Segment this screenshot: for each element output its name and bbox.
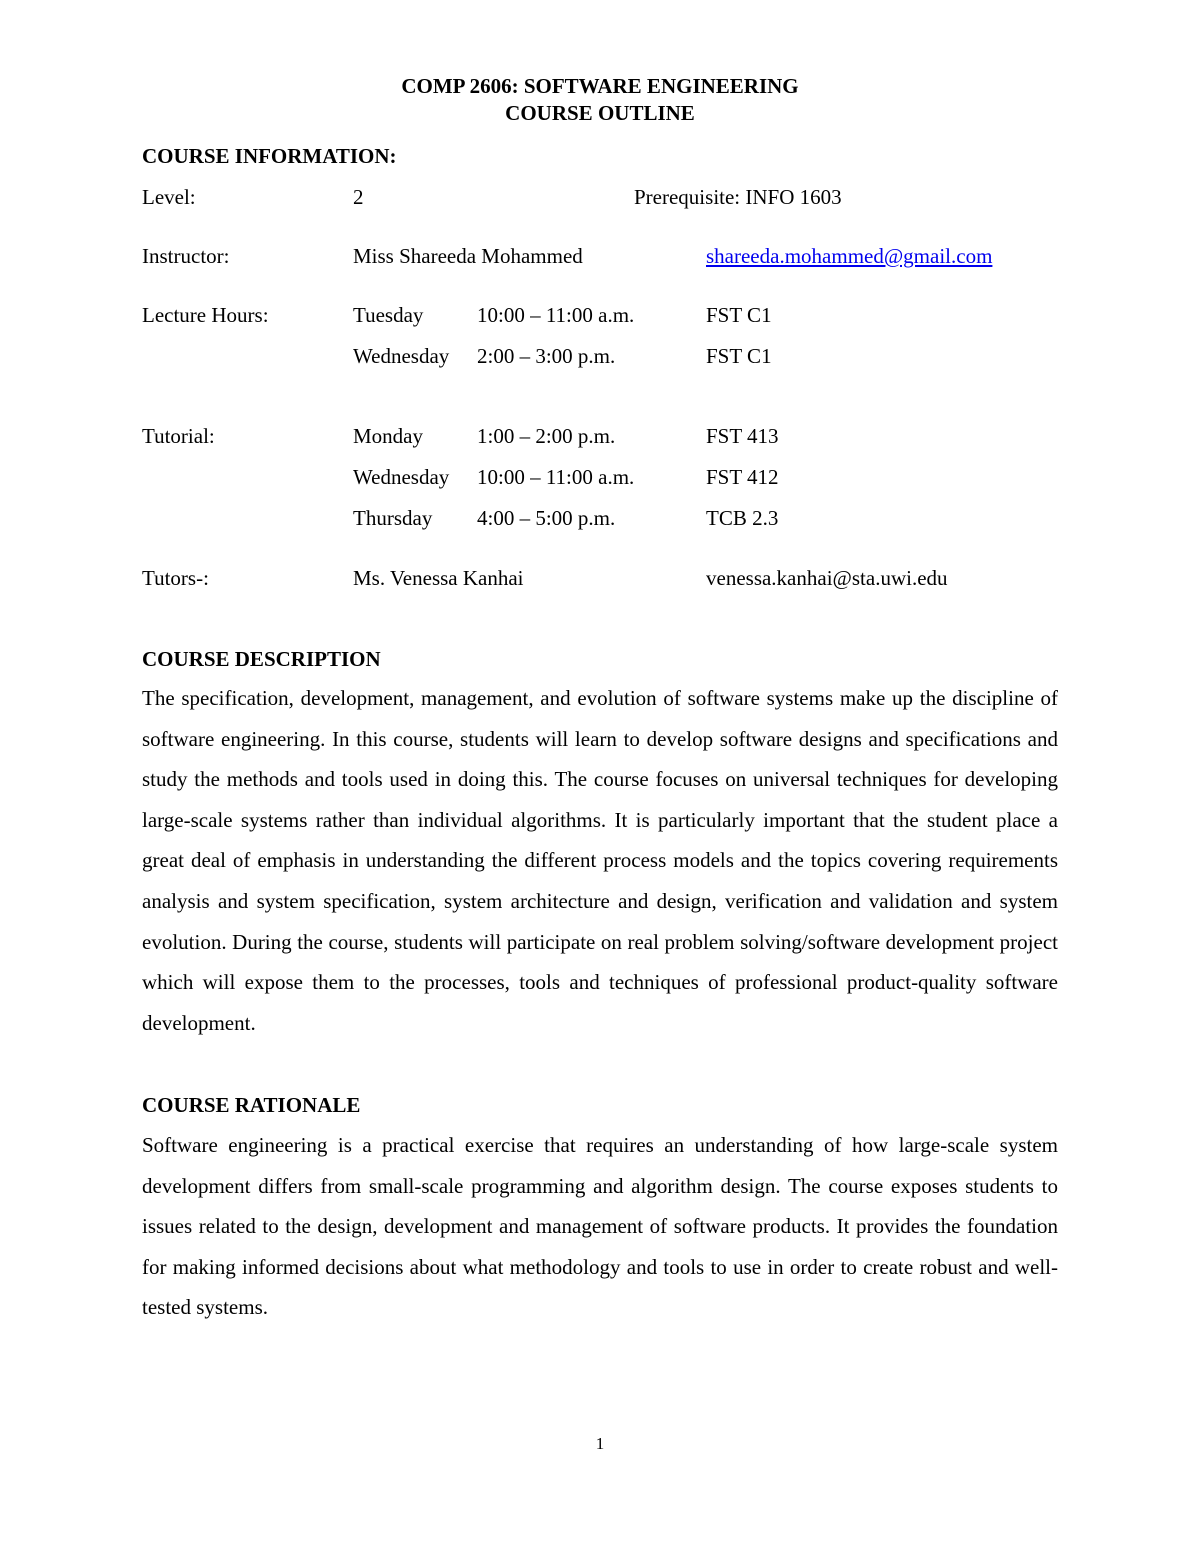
course-description-heading: COURSE DESCRIPTION	[142, 647, 381, 671]
tutorial-room: FST 413	[706, 424, 779, 448]
tutors-label: Tutors-:	[142, 566, 209, 590]
lecture-room: FST C1	[706, 344, 772, 368]
level-label: Level:	[142, 185, 196, 209]
tutorial-room: FST 412	[706, 465, 779, 489]
prerequisite: Prerequisite: INFO 1603	[634, 185, 842, 209]
course-rationale-text: Software engineering is a practical exercise that requires an understanding of how large-scale system development differs from small-scale programming and algorithm design. The course exposes students to issues related to the design, development and management of software products. It provides the foundation for making informed decisions about what methodology and tools to use in order to create robust and well-tested systems.	[142, 1133, 1058, 1320]
tutorial-time: 10:00 – 11:00 a.m.	[477, 465, 635, 489]
instructor-email-link[interactable]: shareeda.mohammed@gmail.com	[706, 244, 993, 268]
instructor-name: Miss Shareeda Mohammed	[353, 244, 583, 268]
lecture-time: 10:00 – 11:00 a.m.	[477, 303, 635, 327]
course-description-text: The specification, development, management, and evolution of software systems make up the discipline of software engineering. In this course, students will learn to develop software designs and specifications and study the methods and tools used in doing this. The course focuses on universal techniques for developing large-scale systems rather than individual algorithms. It is particularly important that the student place a great deal of emphasis in understanding the different process models and the topics covering requirements analysis and system specification, system architecture and design, verification and validation and system evolution. During the course, students will participate on real problem solving/software development project which will expose them to the processes, tools and techniques of professional product-quality software development.	[142, 686, 1058, 1035]
lecture-day: Tuesday	[353, 303, 424, 327]
tutorial-day: Thursday	[353, 506, 433, 530]
instructor-label: Instructor:	[142, 244, 230, 268]
tutorial-room: TCB 2.3	[706, 506, 779, 530]
tutor-name: Ms. Venessa Kanhai	[353, 566, 524, 590]
level-value: 2	[353, 185, 364, 209]
lecture-day: Wednesday	[353, 344, 450, 368]
lecture-time: 2:00 – 3:00 p.m.	[477, 344, 616, 368]
lecture-room: FST C1	[706, 303, 772, 327]
tutorial-day: Wednesday	[353, 465, 450, 489]
tutorial-day: Monday	[353, 424, 423, 448]
page-number: 1	[595, 1434, 605, 1453]
tutor-email: venessa.kanhai@sta.uwi.edu	[706, 566, 948, 590]
course-information-heading: COURSE INFORMATION:	[142, 144, 397, 168]
course-title: COMP 2606: SOFTWARE ENGINEERING	[401, 74, 799, 98]
course-rationale-heading: COURSE RATIONALE	[142, 1093, 361, 1117]
lecture-hours-label: Lecture Hours:	[142, 303, 269, 327]
tutorial-time: 1:00 – 2:00 p.m.	[477, 424, 616, 448]
course-subtitle: COURSE OUTLINE	[505, 101, 695, 125]
tutorial-label: Tutorial:	[142, 424, 215, 448]
tutorial-time: 4:00 – 5:00 p.m.	[477, 506, 616, 530]
